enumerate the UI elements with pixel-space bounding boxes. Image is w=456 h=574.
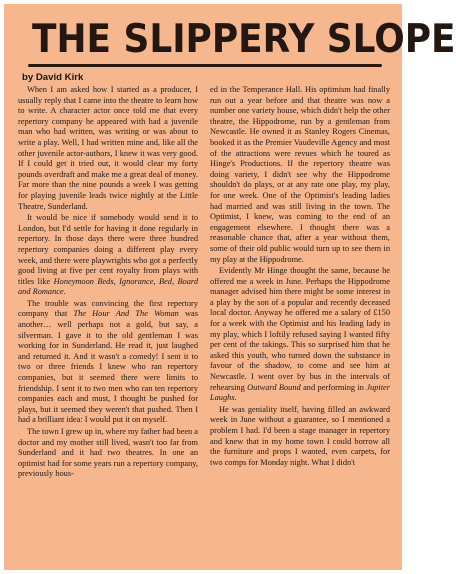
magazine-page	[4, 4, 456, 570]
paragraph: ed in the Temperance Hall. His optimism had finally run out a year before and that theatre was now a number one variety house, which didn't help the other theatre, the Hippodrome, run by a gentleman from Newcastle. He owned it as Stanley Rogers Cinemas, booked it as the Premier Vaudeville Agency and most of the attractions were revues which he toured as Hinge's Productions. If the repertory theatre was doing variety, I didn't see why the Hippodrome shouldn't do plays, or at any rate one play, my play, for one week. One of the Optimist's leading ladies had married and was still living in the town. The Optimist, I knew, was coming to the end of an engagement elsewhere. I thought there was a reasonable chance that, after a year without them, some of their old public would turn up to see them in my play at the Hippodrome.	[210, 85, 390, 264]
paragraph: He was geniality itself, having filled an awkward week in June without a guarantee, so I mentioned a problem I had. I'd been a stage manager in repertory and knew that in my home town I could borrow all the furniture and props I wanted, even carpets, for two comps for Monday night. What I didn't	[210, 404, 390, 467]
title-underline	[28, 64, 382, 67]
paragraph: The trouble was convincing the first repertory company that The Hour And The Woman was another… well perhaps not a gold, but say, a silverman. I gave it to the old gentleman I was working for in Sunderland. He read it, just laughed and returned it. And it wasn't a comedy! I sent it to two or three friends I knew who ran repertory companies, but it seemed there were limits to friendship. I sent it to two men who ran ten repertory companies each and must, I thought be pushed for plays, but it seemed they weren't that pushed. Then I had a brilliant idea: I would put it on myself.	[18, 298, 198, 425]
paragraph: It would be nice if somebody would send it to London, but I'd settle for having it done regularly in repertory. In those days there were three hundred repertory companies doing a different play every week, and there were playwrights who got a perfectly good living at five per cent royalty from plays with titles like Honeymoon Beds, Ignorance, Bed, Board and Romance.	[18, 213, 199, 297]
article-body	[18, 85, 390, 481]
paragraph: When I am asked how I started as a producer, I usually reply that I came into the theatre to learn how to write. A character actor once told me that every repertory company he appeared with had a juvenile man who had written, was writing or was about to write a play. Well, I had written mine and, like all the other juvenile actor-authors, I knew it was very good. If I could get it tried out, it would clear my forty pounds overdraft and make me a great deal of money. Far more than the nine pounds a week I was getting for playing juvenile leads twice nightly at the Little Theatre, Sunderland.	[18, 85, 198, 211]
column-left	[18, 85, 198, 481]
byline: by David Kirk	[22, 72, 84, 83]
column-right	[210, 85, 390, 481]
paragraph: Evidently Mr Hinge thought the same, because he offered me a week in June. Perhaps the Hippodrome manager advised him there might be some interest in a play by the son of a popular and recently deceased local doctor. Anyway he offered me a salary of £150 for a week with the Optimist and his leading lady in my play, which I loftily refused saying I wanted fifty per cent of the takings. This so surprised him that he asked this youth, who turned down the substance in favour of the shadow, to come and see him at Newcastle. I went over by bus in the intervals of rehearsing Outward Bound and performing in Jupiter Laughs.	[210, 266, 390, 403]
article-title: THE SLIPPERY SLOPE	[32, 17, 456, 62]
paragraph: The town I grew up in, where my father had been a doctor and my mother still lived, wasn't too far from Sunderland and it had two theatres. In one an optimist had for some years run a repertory company, previously hous-	[18, 427, 198, 479]
